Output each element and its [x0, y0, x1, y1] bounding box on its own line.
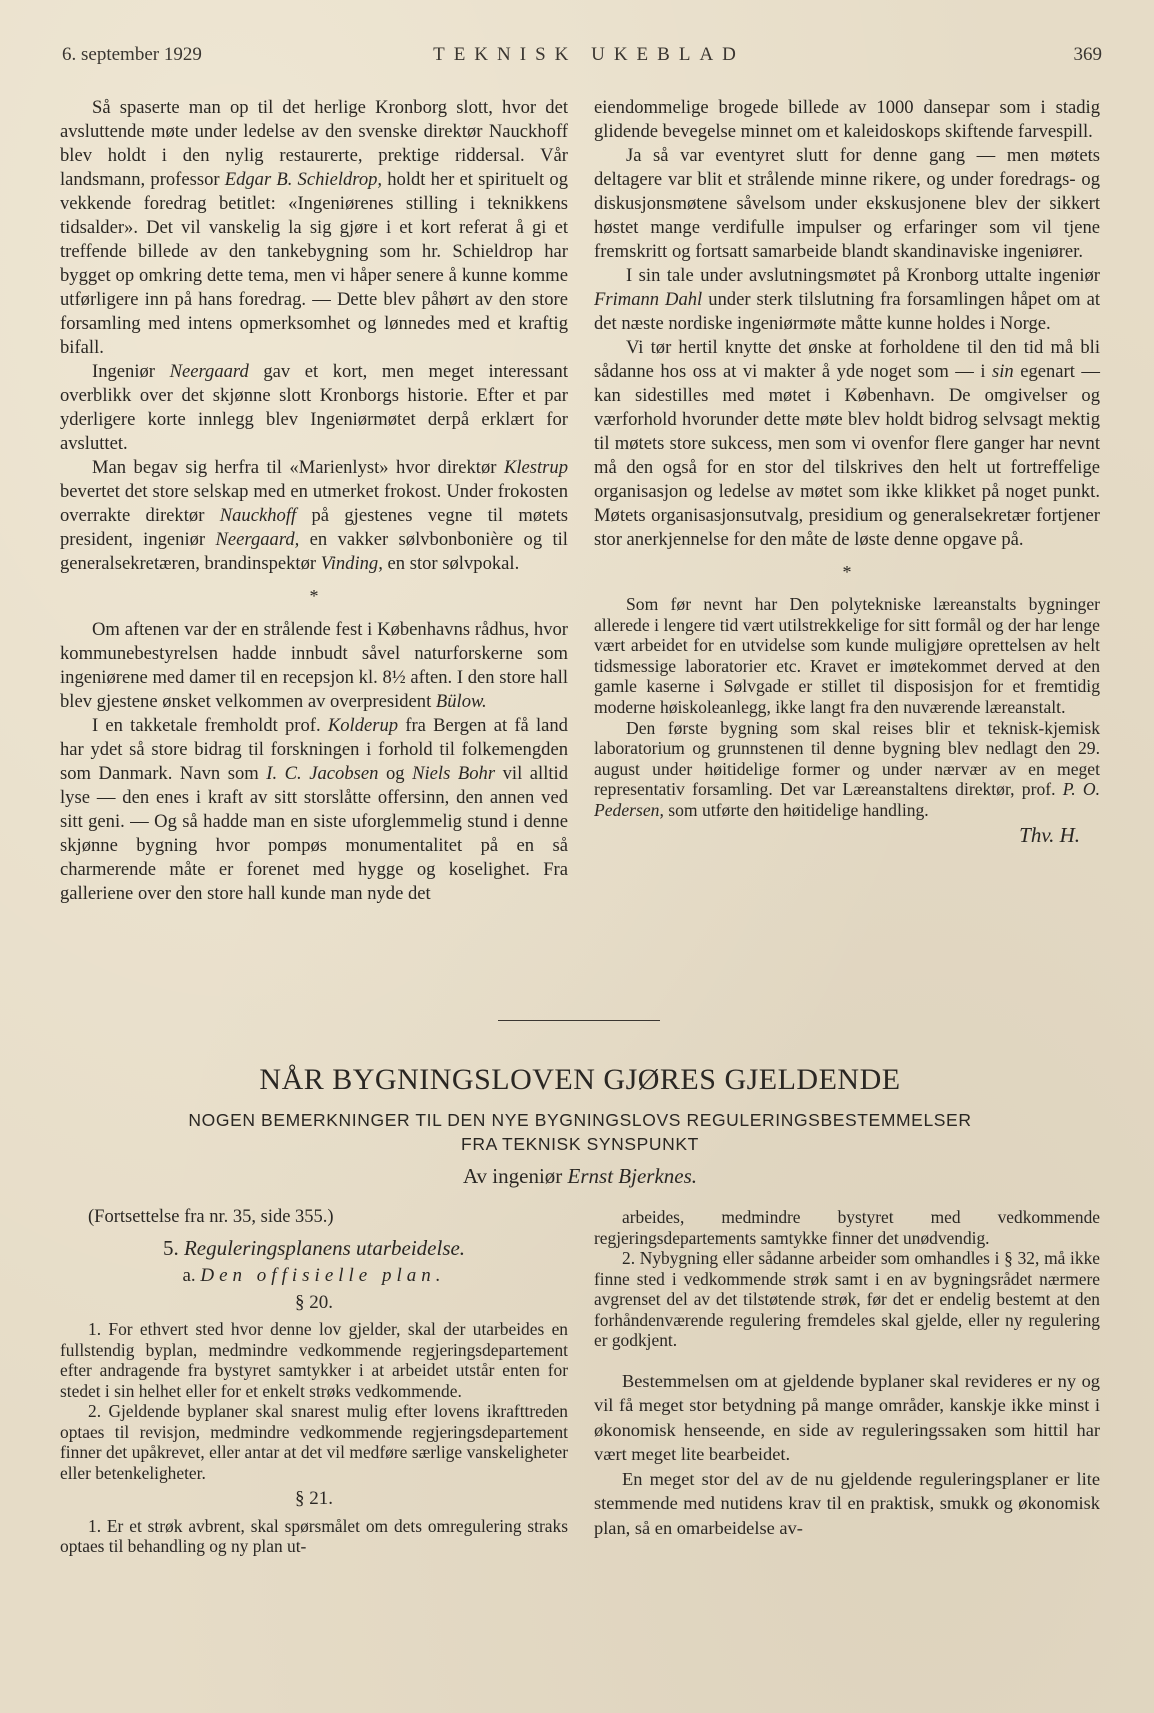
running-header	[62, 44, 1102, 72]
paragraph: Bestemmelsen om at gjeldende byplaner skal revideres er ny og vil få meget stor betydning på mange områder, kanskje ikke minst i økonomisk henseende, en side av reguleringssaken som hittil har vært meget lite bearbeidet.	[594, 1370, 1100, 1464]
paragraph: 2. Gjeldende byplaner skal snarest mulig efter lovens ikrafttreden optaes til revisjon, medmindre vedkommende regjeringsdepartement finner det upåkrevet, eller antar at det vil medføre særlige vanskeligheter eller betenkeligheter.	[60, 1401, 568, 1483]
paragraph-number: § 20.	[295, 1291, 333, 1313]
paragraph: Man begav sig herfra til «Marienlyst» hvor direktør Klestrup bevertet det store selskap med en utmerket frokost. Under frokosten overrakte direktør Nauckhoff på gjestenes vegne til møtets president, ingeniør Neergaard, en vakker sølvbonbonière og til generalsekretæren, brandinspektør Vinding, en stor sølvpokal.	[60, 457, 568, 574]
paragraph: Som før nevnt har Den polytekniske læreanstalts bygninger allerede i lengere tid vært utilstrekkelige for sitt formål og der har lenge vært arbeidet for en utvidelse som kunde muligjøre oprettelsen av helt tidsmessige laboratorier etc. Kravet er imøtekommet derved at den gamle kaserne i Sølvgade er stillet til disposisjon for et fremtidig moderne høiskoleanlegg, ikke langt fra den nuværende læreanstalt.	[594, 594, 1100, 717]
paragraph: eiendommelige brogede billede av 1000 dansepar som i stadig glidende bevegelse minnet om et kaleidoskops skiftende farvespill.	[594, 97, 1100, 142]
subtitle-line: NOGEN BEMERKNINGER TIL DEN NYE BYGNINGSLOVS REGULERINGSBESTEMMELSER	[188, 1110, 972, 1130]
page-number: 369	[1073, 44, 1102, 65]
continuation-note: (Fortsettelse fra nr. 35, side 355.)	[88, 1207, 334, 1227]
author-name: Ernst Bjerknes.	[567, 1164, 698, 1188]
section-separator: *	[842, 562, 852, 582]
journal-name: TEKNISK UKEBLAD	[433, 44, 745, 65]
paragraph: I en takketale fremholdt prof. Kolderup fra Bergen at få land har ydet så store bidrag til forskningen i forhold til folkemengden som Danmark. Navn som I. C. Jacobsen og Niels Bohr vil alltid lyse — den enes i kraft av sitt storslåtte offersinn, den annen ved sitt geni. — Og så hadde man en siste uforglemmelig stund i denne skjønne bygning hvor pompøs monumentalitet på en så charmerende måte er forenet med hygge og koselighet. Fra galleriene over den store hall kunde man nyde det	[60, 715, 568, 904]
paragraph: I sin tale under avslutningsmøtet på Kronborg uttalte ingeniør Frimann Dahl under sterk tilslutning fra forsamlingen håpet om at det næste nordiske ingeniørmøte måtte kunne holdes i Norge.	[594, 265, 1100, 334]
header-date: 6. september 1929	[62, 44, 202, 65]
article-column-left	[60, 1207, 568, 1557]
article-subtitle	[60, 1108, 1100, 1156]
paragraph: 1. For ethvert sted hvor denne lov gjelder, skal der utarbeides en fullstendig byplan, medmindre vedkommende regjeringsdepartement efter andragende fra bystyret samtykker i at arbeidet utstår enten for stedet i sin helhet eller for et enkelt strøks vedkommende.	[60, 1319, 568, 1401]
paragraph: 1. Er et strøk avbrent, skal spørsmålet om dets omregulering straks optaes til behandling og ny plan ut-	[60, 1515, 568, 1556]
paragraph-number: § 21.	[295, 1488, 333, 1509]
paragraph: Om aftenen var der en strålende fest i Københavns rådhus, hvor kommunebestyrelsen hadde innbudt såvel naturforskerne som ingeniørene med damer til en recepsjon kl. 8½ aften. I den store hall blev gjestene ønsket velkommen av overpresident Bülow.	[60, 619, 568, 712]
subsection-heading: a. Den offisielle plan.	[182, 1265, 446, 1286]
byline: Av ingeniør Ernst Bjerknes.	[462, 1164, 698, 1188]
paragraph: En meget stor del av de nu gjeldende reguleringsplaner er lite stemmende med nutidens krav til en praktisk, smukk og økonomisk plan, så en omarbeidelse av-	[594, 1468, 1100, 1538]
spacer	[594, 1351, 1100, 1369]
article-title: NÅR BYGNINGSLOVEN GJØRES GJELDENDE	[259, 1063, 901, 1096]
article-column-right	[594, 1207, 1100, 1540]
section-heading: 5. Reguleringsplanens utarbeidelse.	[162, 1235, 466, 1260]
paragraph: Ingeniør Neergaard gav et kort, men meget interessant overblikk over det skjønne slott Kronborgs historie. Efter et par yderligere korte innlegg blev Ingeniørmøtet derpå erklært for avsluttet.	[60, 361, 568, 454]
paragraph: 2. Nybygning eller sådanne arbeider som omhandles i § 32, må ikke finne sted i vedkommende strøk samt i en av bygningsrådet nærmere avgrenset del av det tilstøtende strøk, før det er endelig bestemt at den forhåndenværende regulering fremdeles skal gjelde, eller ny regulering er godkjent.	[594, 1248, 1100, 1350]
paragraph: Den første bygning som skal reises blir et teknisk-kjemisk laboratorium og grunnstenen til denne bygning blev nedlagt den 29. august under høitidelige former og under nærvær av en meget representativ forsamling. Det var Læreanstaltens direktør, prof. P. O. Pedersen, som utførte den høitidelige handling.	[594, 717, 1100, 820]
report-column-right	[594, 96, 1100, 847]
author-signature: Thv. H.	[1019, 822, 1080, 847]
paragraph: arbeides, medmindre bystyret med vedkommende regjeringsdepartements samtykke finner det unødvendig.	[594, 1207, 1100, 1248]
paragraph: Ja så var eventyret slutt for denne gang — men møtets deltagere var blit et strålende minne rikere, og under foredrags- og diskusjonsmøtene såvelsom under ekskusjonene blev der sikkert høstet mange verdifulle impulser og erfaringer som vil tjene fremskritt og fortsatt samarbeide blandt skandinaviske ingeniører.	[594, 145, 1100, 262]
article-divider	[498, 1020, 660, 1021]
paragraph: Vi tør hertil knytte det ønske at forholdene til den tid må bli sådanne hos oss at vi makter å yde noget som — i sin egenart — kan sidestilles med møtet i København. De omgivelser og værforhold hvorunder dette møte blev holdt bidrog selvsagt mektig til møtets store sukcess, men som vi ovenfor flere ganger har nevnt må den også for en stor del tilskrives den helt ut fortreffelige organisasjon og ledelse av møtet som ikke klikket på noget punkt. Møtets organisasjonsutvalg, presidium og generalsekretær fortjener stor anerkjennelse for den måte de løste denne opgave på.	[594, 337, 1100, 550]
report-column-left	[60, 96, 568, 906]
paragraph: Så spaserte man op til det herlige Kronborg slott, hvor det avsluttende møte under ledelse av den svenske direktør Nauckhoff blev holdt i den nylig restaurerte, prektige riddersal. Vår landsmann, professor Edgar B. Schieldrop, holdt her et spirituelt og vekkende foredrag betitlet: «Ingeniørenes stilling i teknikkens tidsalder». Det vil vanskelig la sig gjøre i et kort referat å gi et treffende billede av den tankebygning som hr. Schieldrop har bygget op omkring dette tema, men vi håper senere å kunne komme utførligere inn på hans foredrag. — Dette blev påhørt av den store forsamling med intens opmerksomhet og lønnedes med et kraftig bifall.	[60, 97, 568, 358]
section-separator: *	[309, 586, 319, 606]
subtitle-line: FRA TEKNISK SYNSPUNKT	[461, 1134, 699, 1154]
